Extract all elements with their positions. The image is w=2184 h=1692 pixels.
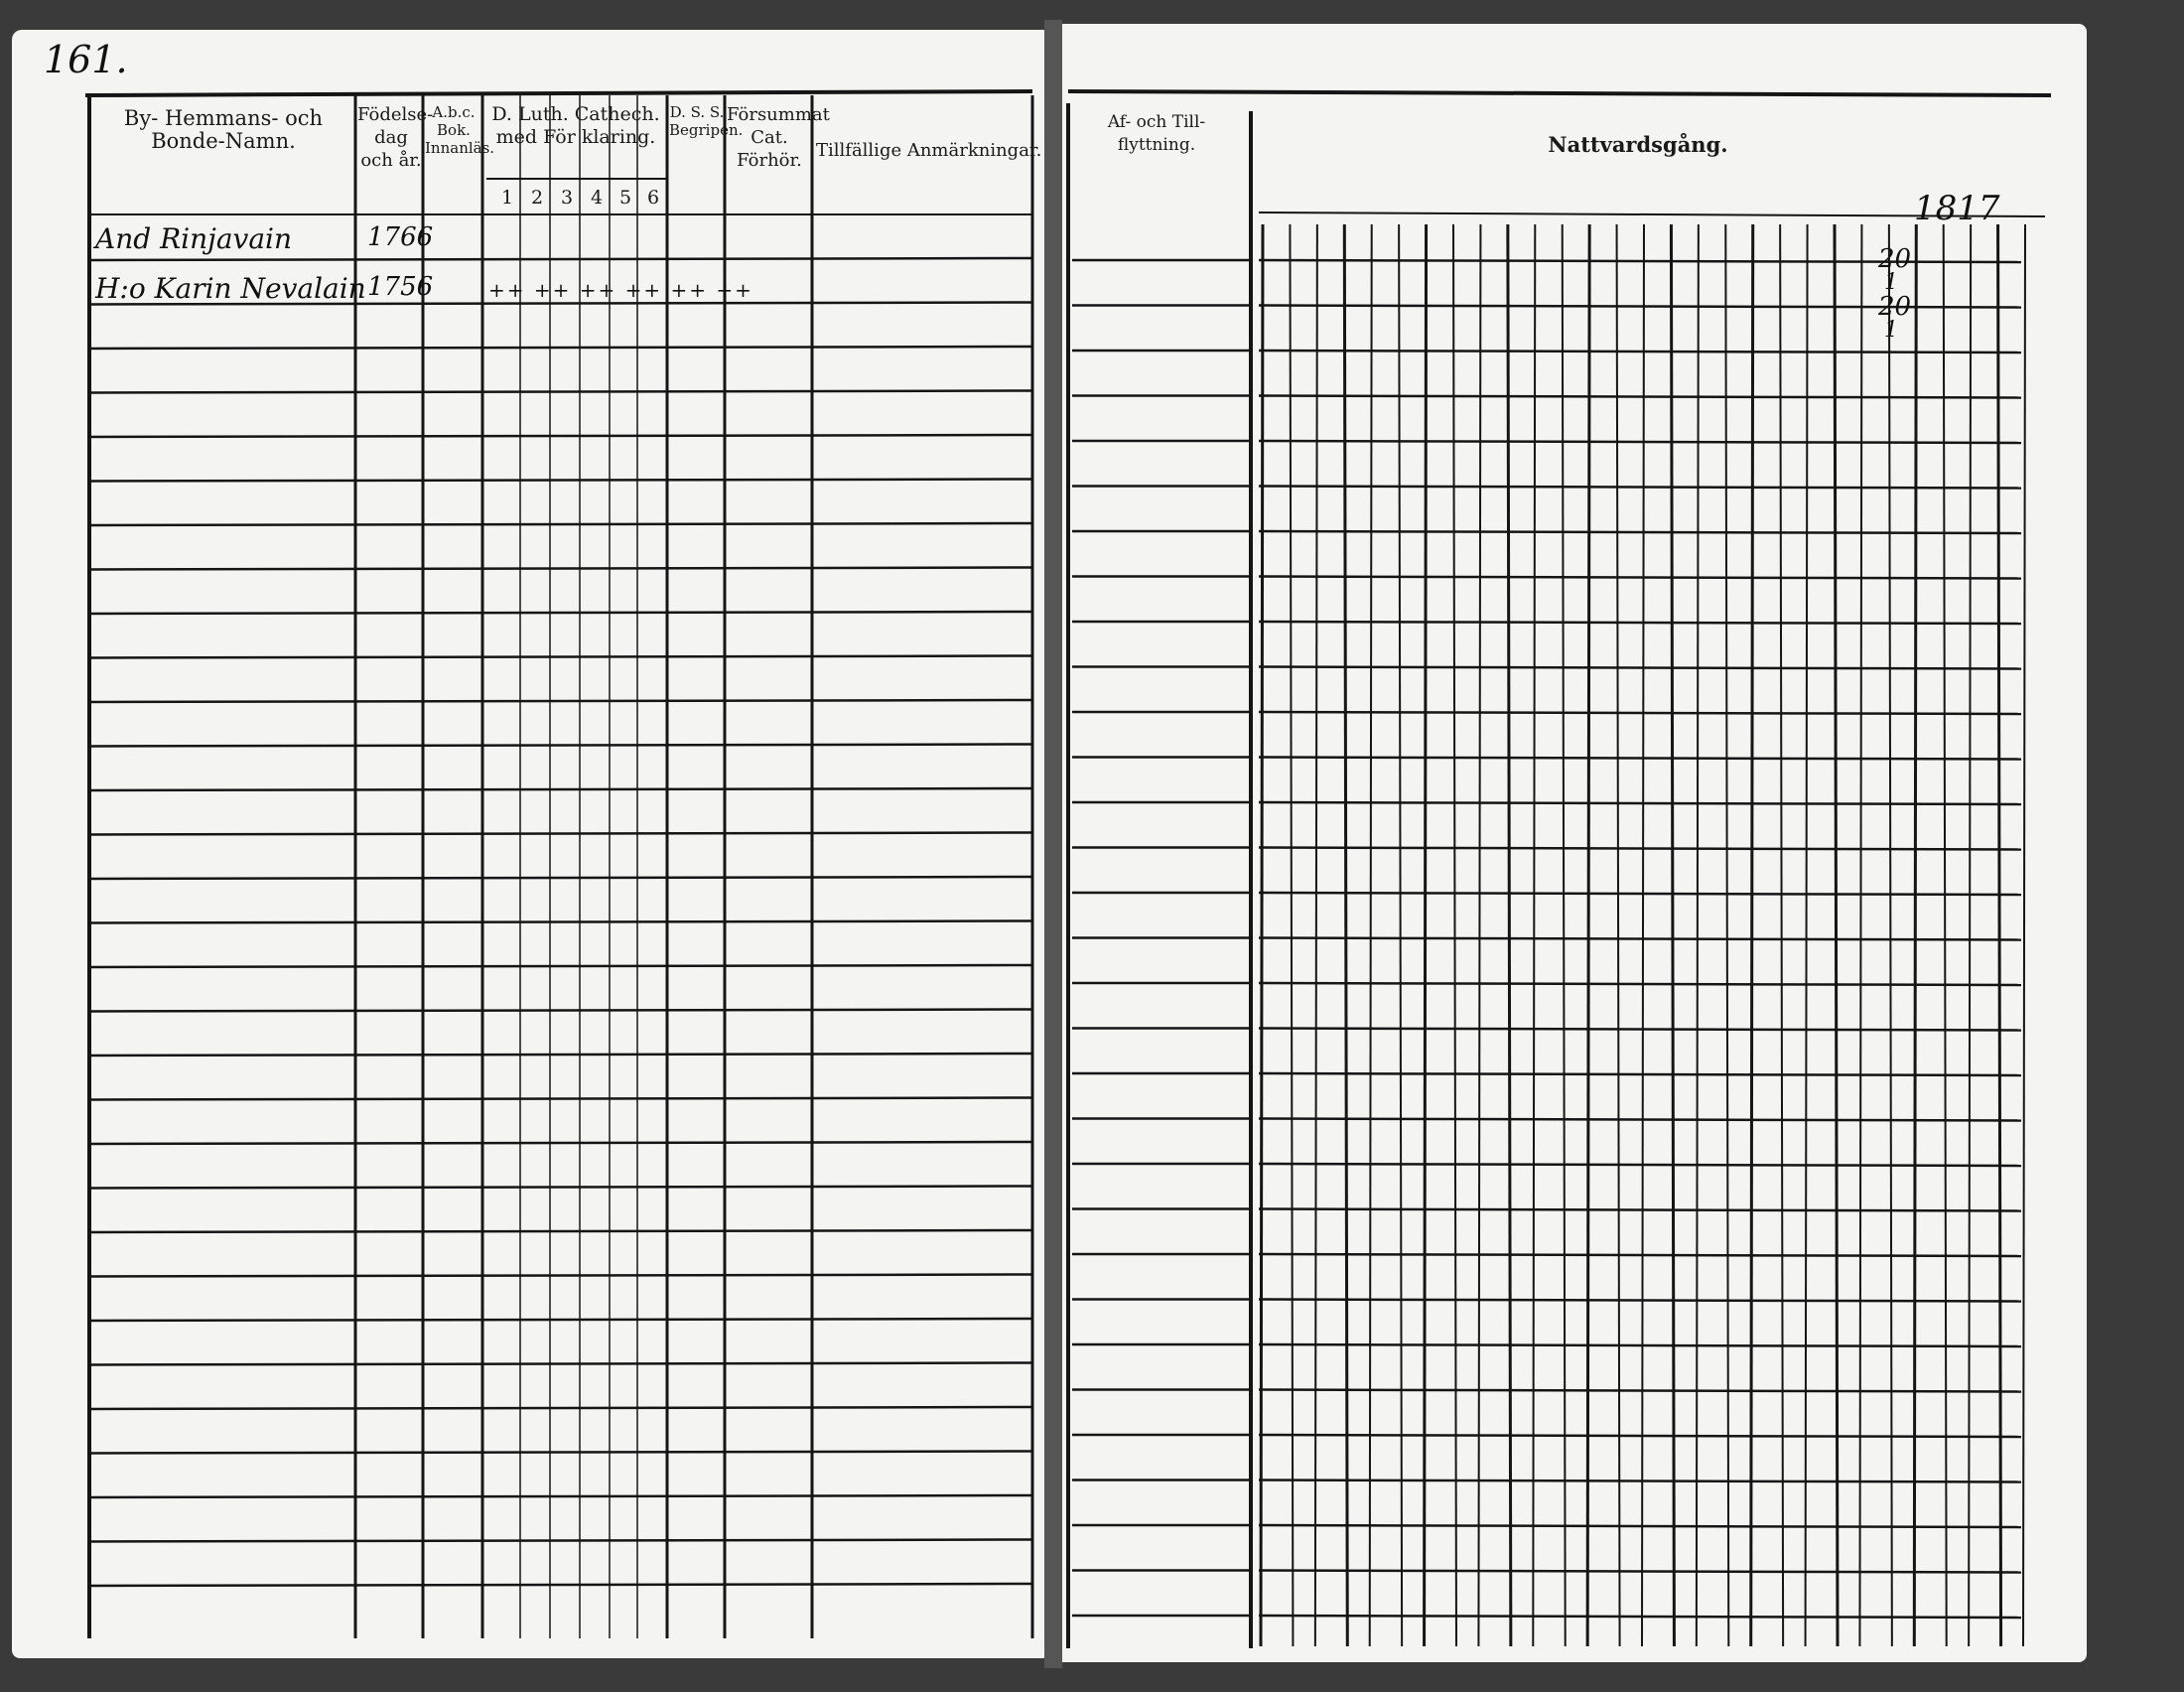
top-border (85, 91, 1032, 95)
top-border (1068, 91, 2051, 95)
column-rule (1563, 224, 1566, 1646)
row-rule (89, 523, 1032, 525)
column-rule (1617, 224, 1620, 1646)
row-rule (89, 700, 1032, 702)
communion-mark: 20 (1878, 244, 1912, 274)
row-rule (89, 833, 1032, 835)
right-page-grid (1068, 91, 2051, 1648)
page-number: 161. (44, 38, 128, 81)
row-rule (89, 656, 1032, 658)
row-rule (1259, 758, 2021, 760)
column-rule (1425, 224, 1427, 1646)
row-rule (1259, 938, 2021, 940)
row-rule (89, 1054, 1032, 1056)
column-rule (1508, 224, 1511, 1646)
cathech-col-6: 6 (646, 187, 660, 209)
row-rule (1259, 1344, 2021, 1346)
column-rule (1478, 224, 1480, 1646)
row-rule (1259, 1254, 2021, 1256)
column-rule (1859, 224, 1861, 1646)
row-rule (1259, 622, 2021, 624)
entry-marks: ++ ++ ++ ++ ++ ++ (488, 278, 753, 302)
row-rule (1259, 487, 2021, 489)
entry-year: 1756 (367, 272, 434, 302)
column-rule (1344, 224, 1347, 1646)
cathech-col-5: 5 (618, 187, 632, 209)
column-rule (1587, 224, 1589, 1646)
row-rule (1259, 1119, 2021, 1121)
row-rule (89, 1187, 1032, 1189)
row-rule (89, 258, 1032, 260)
column-rule (1671, 224, 1674, 1646)
column-rule (1914, 224, 1916, 1646)
row-rule (1259, 893, 2021, 895)
column-rule (1725, 224, 1728, 1646)
header-move: Af- och Till-flyttning. (1107, 112, 1206, 155)
row-rule (89, 1230, 1032, 1232)
column-rule (1835, 224, 1838, 1646)
column-rule (1453, 224, 1456, 1646)
entry-name: H:o Karin Nevalain (95, 272, 366, 305)
row-rule (1259, 441, 2021, 443)
row-rule (89, 1540, 1032, 1542)
row-rule (1259, 351, 2021, 352)
row-rule (1259, 577, 2021, 579)
row-rule (89, 1010, 1032, 1012)
row-rule (1259, 1571, 2021, 1573)
communion-mark: 1 (1884, 318, 1898, 343)
column-rule (1780, 224, 1783, 1646)
entry-year: 1766 (367, 222, 434, 252)
column-rule (1889, 224, 1892, 1646)
header-name: By- Hemmans- och Bonde-Namn. (123, 106, 324, 153)
row-rule (89, 1407, 1032, 1409)
row-rule (1259, 531, 2021, 533)
column-rule (1751, 224, 1753, 1646)
header-abc: A.b.c. Bok. Innanläs. (425, 103, 495, 157)
row-rule (89, 480, 1032, 482)
row-rule (1259, 712, 2021, 714)
row-rule (1259, 848, 2021, 850)
row-rule (89, 1142, 1032, 1144)
header-forsummat: Försummat Cat. Förhör. (727, 104, 830, 171)
row-rule (89, 435, 1032, 437)
column-rule (2023, 224, 2025, 1646)
row-rule (89, 1275, 1032, 1277)
row-rule (1259, 1525, 2021, 1527)
row-rule (89, 568, 1032, 570)
row-rule (89, 1363, 1032, 1365)
row-rule (1259, 396, 2021, 398)
communion-year: 1817 (1914, 189, 2000, 228)
entry-name: And Rinjavain (95, 222, 293, 255)
row-rule (89, 745, 1032, 747)
row-rule (89, 788, 1032, 790)
communion-mark: 1 (1884, 270, 1898, 295)
row-rule (1259, 983, 2021, 985)
row-rule (89, 1495, 1032, 1497)
column-rule (1399, 224, 1402, 1646)
cathech-col-1: 1 (500, 187, 514, 209)
row-rule (89, 347, 1032, 349)
column-rule (1969, 224, 1971, 1646)
header-dss: D. S. S. Begripen. (669, 103, 744, 139)
row-rule (1259, 667, 2021, 669)
row-rule (89, 1452, 1032, 1454)
row-rule (89, 877, 1032, 879)
communion-mark: 20 (1878, 292, 1912, 322)
header-cathech: D. Luth. Cathech. med För klaring. (491, 103, 660, 148)
row-rule (89, 965, 1032, 967)
column-rule (1642, 224, 1644, 1646)
row-rule (1259, 1390, 2021, 1392)
row-rule (89, 1584, 1032, 1586)
column-rule (1697, 224, 1699, 1646)
column-rule (1290, 224, 1293, 1646)
column-rule (1806, 224, 1808, 1646)
column-rule (1370, 224, 1372, 1646)
header-remarks: Tillfällige Anmärkningar. (816, 140, 1042, 161)
cathech-col-3: 3 (560, 187, 574, 209)
row-rule (89, 1098, 1032, 1100)
cathech-col-2: 2 (530, 187, 544, 209)
row-rule (1259, 1480, 2021, 1482)
column-rule (1315, 224, 1317, 1646)
row-rule (1259, 1616, 2021, 1618)
column-rule (1533, 224, 1535, 1646)
row-rule (1259, 1029, 2021, 1031)
cathech-col-4: 4 (590, 187, 604, 209)
left-page-grid (85, 91, 1032, 1638)
header-communion: Nattvardsgång. (1548, 132, 1728, 157)
row-rule (1259, 1164, 2021, 1166)
column-rule (1261, 224, 1263, 1646)
row-rule (1259, 1209, 2021, 1211)
row-rule (1259, 1435, 2021, 1437)
column-rule (1998, 224, 2001, 1646)
header-birth: Födelse-dag och år. (357, 104, 434, 171)
row-rule (1259, 802, 2021, 804)
row-rule (1259, 1073, 2021, 1075)
column-rule (1944, 224, 1947, 1646)
row-rule (89, 391, 1032, 393)
row-rule (89, 1319, 1032, 1321)
row-rule (89, 612, 1032, 614)
row-rule (1259, 1300, 2021, 1302)
row-rule (89, 921, 1032, 923)
